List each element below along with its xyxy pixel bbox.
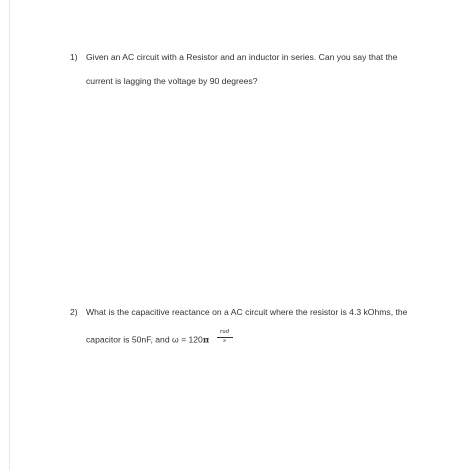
question-2-line-2-text: capacitor is 50nF, and ω = 120 <box>86 334 203 345</box>
pi-symbol: π <box>202 335 210 346</box>
page-left-border <box>9 0 10 470</box>
fraction-denominator: s <box>223 338 226 344</box>
rad-per-second-fraction <box>216 329 234 347</box>
question-2-line-2 <box>86 331 234 349</box>
question-2-number: 2) <box>70 307 78 317</box>
fraction-numerator: rad <box>219 329 230 335</box>
question-2-line-1: What is the capacitive reactance on a AC circuit where the resistor is 4.3 kOhms, the <box>86 307 408 317</box>
question-1-line-2: current is lagging the voltage by 90 degrees? <box>86 76 258 86</box>
question-1-line-1: Given an AC circuit with a Resistor and an inductor in series. Can you say that the <box>86 52 398 62</box>
question-1-number: 1) <box>70 52 78 62</box>
